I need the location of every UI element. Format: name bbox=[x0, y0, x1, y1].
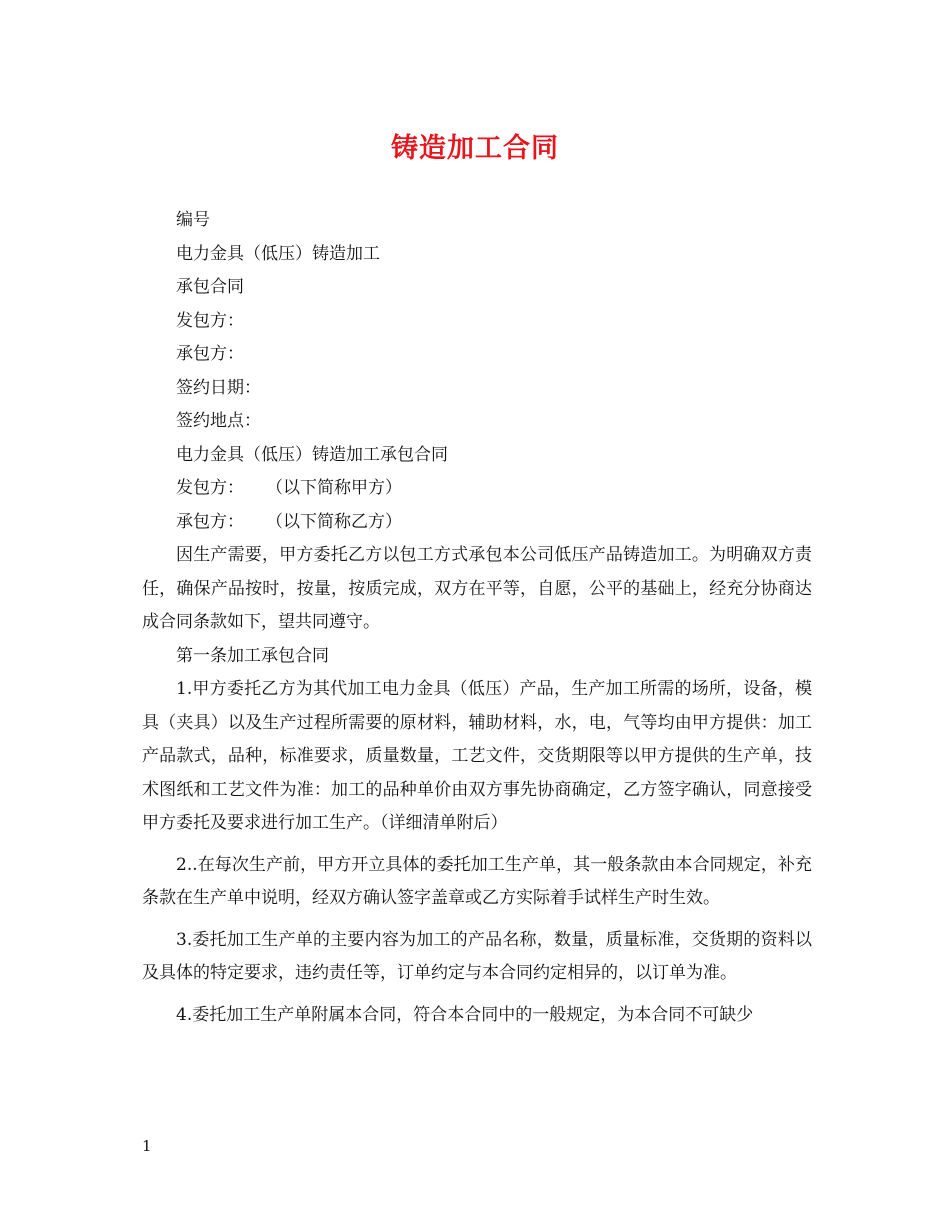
header-line-sign-place: 签约地点： bbox=[176, 411, 261, 431]
intro-paragraph: 因生产需要，甲方委托乙方以包工方式承包本公司低压产品铸造加工。为明确双方责任，确保产品按时，按量，按质完成，双方在平等，自愿，公平的基础上，经充分协商达成合同条款如下，望共同遵守。 bbox=[142, 545, 812, 632]
party-a-line bbox=[142, 472, 812, 506]
document-body bbox=[142, 204, 812, 1032]
document-title: 铸造加工合同 bbox=[391, 133, 559, 164]
contract-full-title: 电力金具（低压）铸造加工承包合同 bbox=[176, 444, 448, 465]
header-line-subject: 电力金具（低压）铸造加工 bbox=[176, 243, 380, 264]
header-line-contractor: 承包方： bbox=[176, 344, 244, 364]
clause-3: 3.委托加工生产单的主要内容为加工的产品名称，数量，质量标准，交货期的资料以及具体的特定要求，违约责任等，订单约定与本合同约定相异的，以订单为准。 bbox=[142, 929, 812, 983]
header-line-contract-type: 承包合同 bbox=[176, 277, 244, 297]
party-a-label: 发包方： bbox=[176, 478, 244, 498]
party-b-note: （以下简称乙方） bbox=[266, 511, 402, 532]
page-number: 1 bbox=[142, 1137, 152, 1155]
party-b-line bbox=[142, 506, 812, 540]
party-a-note: （以下简称甲方） bbox=[266, 478, 402, 498]
clause-2: 2..在每次生产前，甲方开立具体的委托加工生产单，其一般条款由本合同规定，补充条款在生产单中说明，经双方确认签字盖章或乙方实际着手试样生产时生效。 bbox=[142, 854, 812, 908]
clause-1: 1.甲方委托乙方为其代加工电力金具（低压）产品，生产加工所需的场所，设备，模具（夹具）以及生产过程所需要的原材料，辅助材料，水，电，气等均由甲方提供：加工产品款式，品种，标准要求，质量数量，工艺文件，交货期限等以甲方提供的生产单，技术图纸和工艺文件为准：加工的品种单价由双方事先协商确定，乙方签字确认，同意接受甲方委托及要求进行加工生产。（详细清单附后） bbox=[142, 679, 812, 833]
clause-4: 4.委托加工生产单附属本合同，符合本合同中的一般规定，为本合同不可缺少 bbox=[176, 1004, 754, 1025]
header-line-client: 发包方： bbox=[176, 310, 244, 331]
header-line-number: 编号 bbox=[176, 210, 210, 230]
party-b-label: 承包方： bbox=[176, 511, 244, 532]
header-line-sign-date: 签约日期： bbox=[176, 377, 261, 398]
article-1-title: 第一条加工承包合同 bbox=[176, 645, 329, 666]
